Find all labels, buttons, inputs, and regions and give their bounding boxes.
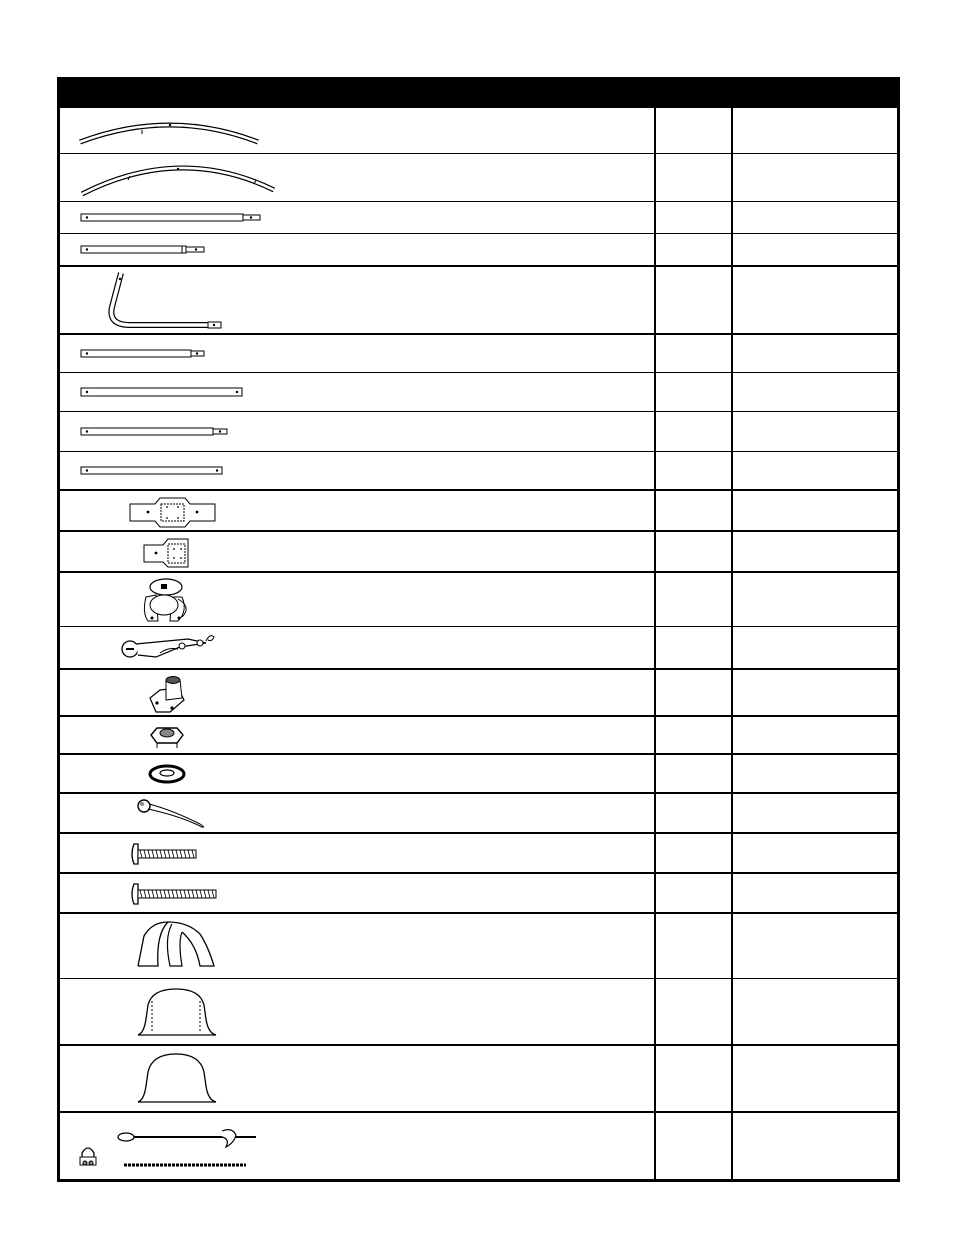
quantity-cell [658,108,732,153]
quantity-cell [658,202,732,233]
table-row [60,571,897,626]
long-carriage-bolt-icon [60,874,654,914]
table-row [60,489,897,530]
base-flange-icon [60,670,654,717]
reference-cell [736,670,904,715]
reference-cell [736,834,904,872]
quantity-cell [658,834,732,872]
quantity-cell [658,717,732,753]
quantity-cell [658,452,732,489]
reference-cell [736,979,904,1044]
table-row [60,715,897,753]
table-row [60,912,897,978]
plain-tube-icon [60,373,654,412]
table-row [60,872,897,912]
short-carriage-bolt-icon [60,834,654,874]
table-row [60,201,897,233]
table-row [60,372,897,411]
reference-cell [736,412,904,451]
table-row [60,1044,897,1111]
reference-cell [736,874,904,912]
table-row [60,108,897,153]
hex-nut-icon [60,717,654,755]
quantity-cell [658,412,732,451]
long-straight-tube-icon [60,202,654,234]
quantity-cell [658,670,732,715]
table-row [60,333,897,372]
table-row [60,451,897,489]
reference-cell [736,717,904,753]
table-row [60,978,897,1044]
quantity-cell [658,335,732,372]
reference-cell [736,573,904,626]
short-arc-tube-icon [60,108,654,153]
reference-cell [736,108,904,153]
reference-cell [736,755,904,792]
quantity-cell [658,234,732,265]
quantity-cell [658,491,732,530]
reference-cell [736,202,904,233]
table-row [60,1111,897,1182]
short-straight-tube-icon [60,234,654,266]
quantity-cell [658,267,732,333]
quantity-cell [658,573,732,626]
flat-washer-icon [60,755,654,794]
swaged-tube-long-icon [60,412,654,452]
quantity-cell [658,794,732,832]
reference-cell [736,532,904,571]
table-row [60,626,897,668]
table-row [60,411,897,451]
bent-leg-tube-icon [60,267,654,335]
long-arc-tube-icon [60,154,654,202]
quantity-cell [658,154,732,201]
reference-cell [736,335,904,372]
ball-bungee-icon [60,794,654,834]
table-row [60,233,897,265]
end-panel-door-icon [60,979,654,1045]
swaged-tube-icon [60,335,654,374]
pipe-clamp-bracket-icon [60,573,654,628]
table-row [60,153,897,201]
reference-cell [736,452,904,489]
table-row [60,753,897,792]
reference-cell [736,627,904,668]
table-row [60,530,897,571]
parts-list-table [57,77,900,1182]
cross-connector-plate-icon [60,491,654,532]
table-row [60,792,897,832]
quantity-cell [658,627,732,668]
reference-cell [736,373,904,411]
reference-cell [736,267,904,333]
quantity-cell [658,1113,732,1182]
reference-cell [736,234,904,265]
reference-cell [736,914,904,978]
cover-panel-icon [60,914,654,980]
table-row [60,668,897,715]
plain-tube-short-icon [60,452,654,490]
quantity-cell [658,755,732,792]
reference-cell [736,794,904,832]
table-row [60,265,897,333]
table-header-bar [60,80,897,108]
quantity-cell [658,874,732,912]
reference-cell [736,491,904,530]
quantity-cell [658,532,732,571]
reference-cell [736,1046,904,1111]
table-row [60,832,897,872]
reference-cell [736,1113,904,1182]
anchor-kit-icon [60,1113,654,1184]
ratchet-tensioner-icon [60,627,654,669]
quantity-cell [658,1046,732,1111]
end-panel-icon [60,1046,654,1113]
quantity-cell [658,373,732,411]
quantity-cell [658,914,732,978]
tee-connector-plate-icon [60,532,654,573]
quantity-cell [658,979,732,1044]
reference-cell [736,154,904,201]
